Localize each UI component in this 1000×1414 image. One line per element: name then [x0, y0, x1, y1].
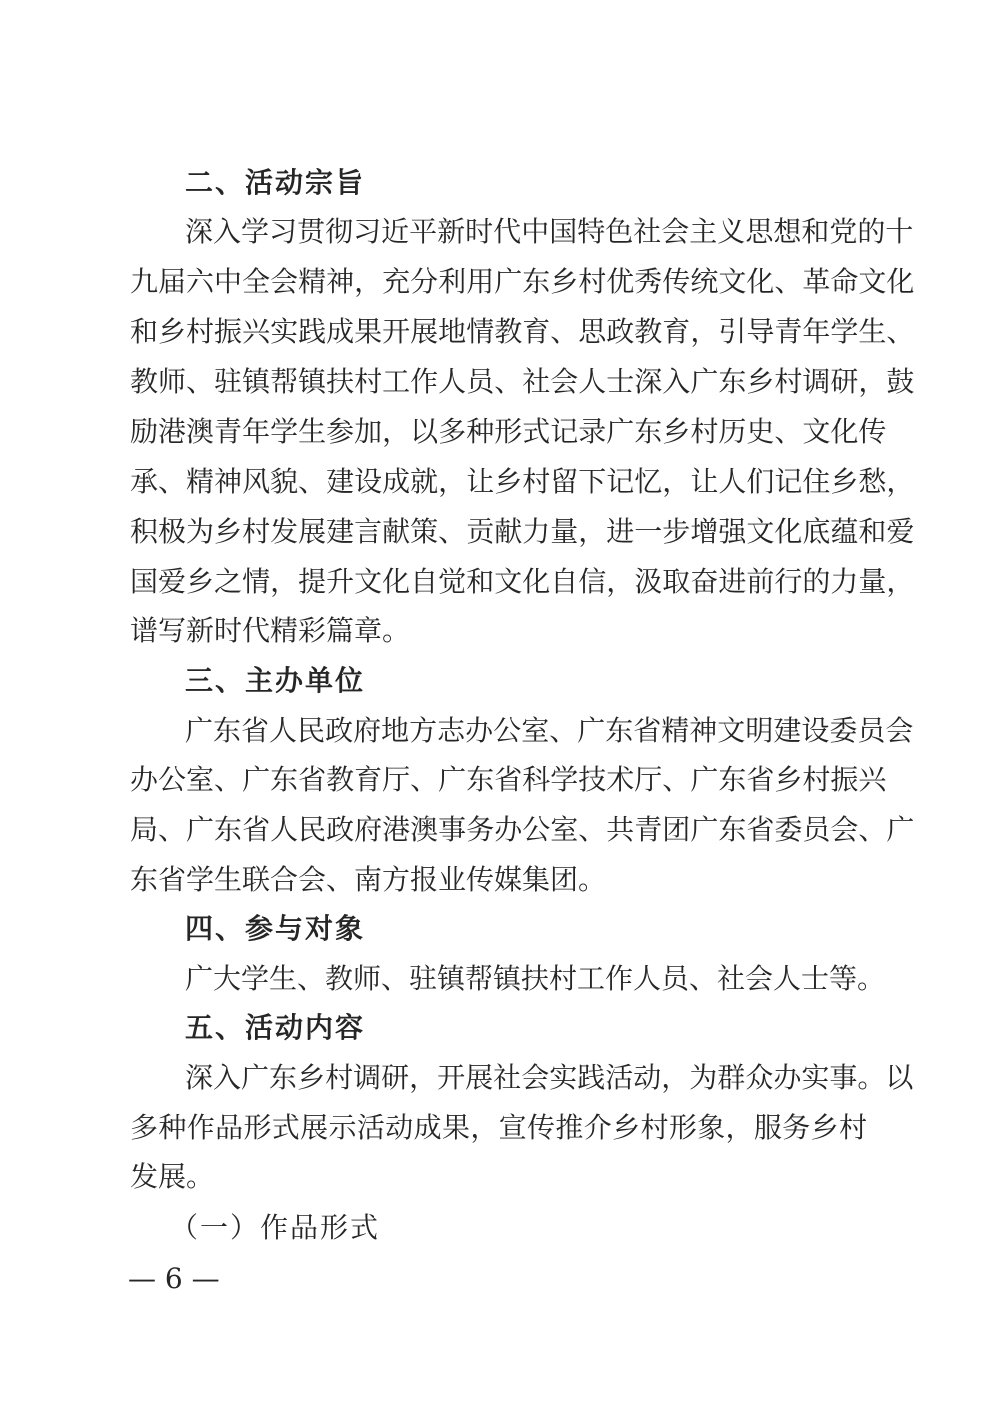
paragraph-line: 积 极 为 乡 村 发 展 建 言 献 策 、 贡 献 力 量 ， 进 一 步 增 强 文 化 底 蕴 和 爱	[130, 515, 915, 548]
paragraph-line: 广 东 省 人 民 政 府 地 方 志 办 公 室 、 广 东 省 精 神 文 明 建 设 委 员 会	[185, 714, 914, 747]
paragraph-line: 广大学生、教师、驻镇帮镇扶村工作人员、社会人士等。	[185, 962, 886, 995]
paragraph-line: 深 入 学 习 贯 彻 习 近 平 新 时 代 中 国 特 色 社 会 主 义 思 想 和 党 的 十	[185, 215, 914, 248]
paragraph-line: 东省学生联合会、南方报业传媒集团。	[130, 863, 607, 896]
paragraph-line: 承 、 精 神 风 貌 、 建 设 成 就 ， 让 乡 村 留 下 记 忆 ， 让 人 们 记 住 乡 愁 ，	[130, 465, 915, 498]
paragraph-line: 国 爱 乡 之 情 ， 提 升 文 化 自 觉 和 文 化 自 信 ， 汲 取 奋 进 前 行 的 力 量 ，	[130, 565, 915, 598]
paragraph-line: 办 公 室 、 广 东 省 教 育 厅 、 广 东 省 科 学 技 术 厅 、 广 东 省 乡 村 振 兴	[130, 763, 887, 796]
paragraph-line: 多 种 作 品 形 式 展 示 活 动 成 果 ， 宣 传 推 介 乡 村 形 象 ， 服 务 乡 村	[130, 1111, 867, 1144]
paragraph-line: 和 乡 村 振 兴 实 践 成 果 开 展 地 情 教 育 、 思 政 教 育 ， 引 导 青 年 学 生 、	[130, 315, 915, 348]
subsection-heading: （一）作品形式	[170, 1211, 381, 1244]
section-heading-content: 五、活动内容	[185, 1011, 366, 1044]
paragraph-line: 发展。	[130, 1160, 215, 1193]
paragraph-line: 谱写新时代精彩篇章。	[130, 614, 411, 647]
section-heading-purpose: 二、活动宗旨	[185, 166, 366, 199]
paragraph-line: 教 师 、 驻 镇 帮 镇 扶 村 工 作 人 员 、 社 会 人 士 深 入 广 东 乡 村 调 研 ， 鼓	[130, 365, 915, 398]
paragraph-line: 九 届 六 中 全 会 精 神 ， 充 分 利 用 广 东 乡 村 优 秀 传 统 文 化 、 革 命 文 化	[130, 265, 915, 298]
section-heading-organizers: 三、主办单位	[185, 664, 366, 697]
page-number: — 6 —	[128, 1262, 220, 1295]
paragraph-line: 局 、 广 东 省 人 民 政 府 港 澳 事 务 办 公 室 、 共 青 团 广 东 省 委 员 会 、 广	[130, 813, 915, 846]
paragraph-line: 深 入 广 东 乡 村 调 研 ， 开 展 社 会 实 践 活 动 ， 为 群 众 办 实 事 。 以	[185, 1061, 914, 1094]
section-heading-participants: 四、参与对象	[185, 912, 366, 945]
paragraph-line: 励 港 澳 青 年 学 生 参 加 ， 以 多 种 形 式 记 录 广 东 乡 村 历 史 、 文 化 传	[130, 415, 887, 448]
